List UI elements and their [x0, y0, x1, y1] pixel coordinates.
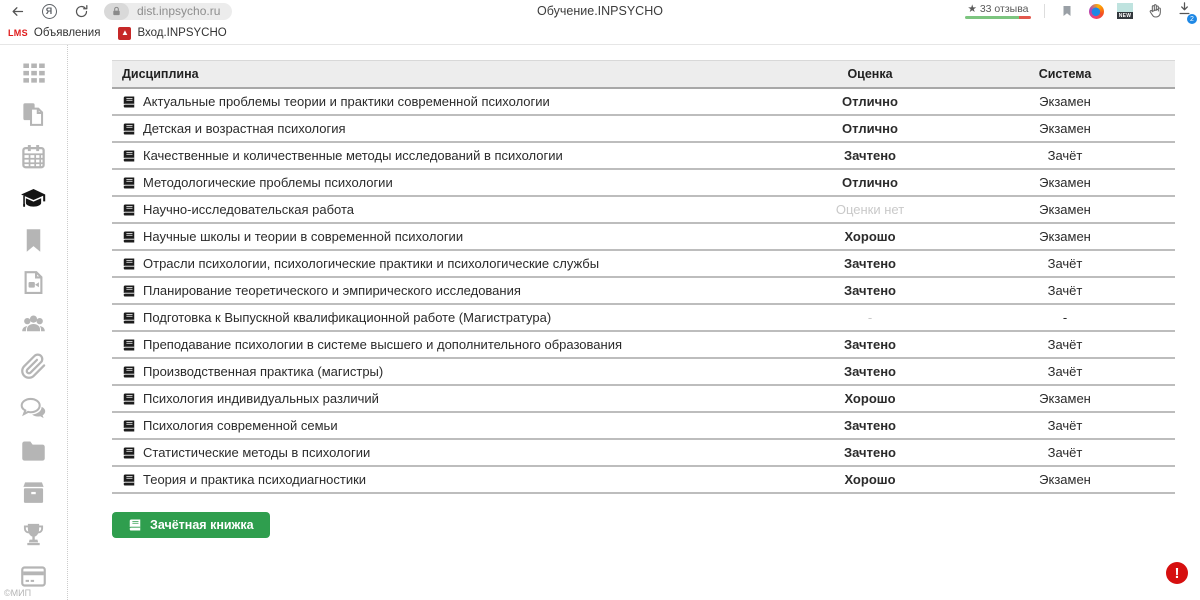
table-row[interactable] — [112, 412, 1175, 439]
sidebar-item-dashboard[interactable] — [17, 58, 51, 86]
course-system: Зачёт — [955, 331, 1175, 358]
course-name: Отрасли психологии, психологические практики и психологические службы — [143, 256, 600, 271]
course-name: Научные школы и теории в современной психологии — [143, 229, 464, 244]
downloads-icon[interactable] — [1177, 1, 1192, 21]
course-name: Планирование теоретического и эмпирического исследования — [143, 283, 521, 298]
main-content — [68, 45, 1200, 600]
sidebar-item-attachments[interactable] — [17, 352, 51, 380]
book-icon — [122, 473, 136, 487]
course-name: Психология современной семьи — [143, 418, 338, 433]
grade-book-button[interactable] — [112, 512, 270, 538]
bookmark-inpsycho-login[interactable] — [118, 27, 226, 40]
bookmark-label: Вход.INPSYCHO — [137, 27, 227, 39]
table-row[interactable] — [112, 385, 1175, 412]
bookmark-flag-icon[interactable] — [1058, 2, 1076, 20]
trophy-icon — [18, 521, 49, 548]
book-icon — [122, 338, 136, 352]
course-grade: Зачтено — [785, 358, 955, 385]
course-system: Зачёт — [955, 439, 1175, 466]
course-system: Экзамен — [955, 88, 1175, 115]
course-name: Методологические проблемы психологии — [143, 175, 393, 190]
extension-new-icon[interactable] — [1117, 3, 1133, 19]
page-title: Обучение.INPSYCHO — [537, 4, 663, 18]
sidebar-item-grades[interactable] — [17, 184, 51, 212]
book-icon — [122, 257, 136, 271]
table-row[interactable] — [112, 250, 1175, 277]
course-grade: Зачтено — [785, 412, 955, 439]
sidebar-item-archive[interactable] — [17, 478, 51, 506]
book-icon — [122, 149, 136, 163]
book-icon — [122, 230, 136, 244]
course-grade: Зачтено — [785, 439, 955, 466]
calendar-icon — [18, 143, 49, 170]
extension-new-label: NEW — [1118, 12, 1132, 19]
table-row[interactable] — [112, 304, 1175, 331]
course-grade: Отлично — [785, 115, 955, 142]
table-row[interactable] — [112, 196, 1175, 223]
course-system: Зачёт — [955, 250, 1175, 277]
inpsycho-logo-icon: ▲ — [118, 27, 131, 40]
yandex-browser-icon[interactable] — [40, 2, 58, 20]
credit-card-icon — [18, 563, 49, 590]
book-icon — [122, 203, 136, 217]
sidebar-item-materials[interactable] — [17, 100, 51, 128]
book-icon — [122, 446, 136, 460]
grade-book-button-label: Зачётная книжка — [150, 518, 254, 532]
sidebar-item-messages[interactable] — [17, 394, 51, 422]
course-grade: Зачтено — [785, 250, 955, 277]
alert-exclamation-icon[interactable]: ! — [1166, 562, 1188, 584]
table-row[interactable] — [112, 169, 1175, 196]
sidebar-item-files[interactable] — [17, 436, 51, 464]
book-icon — [122, 365, 136, 379]
course-grade: Зачтено — [785, 142, 955, 169]
book-icon — [122, 122, 136, 136]
course-name: Научно-исследовательская работа — [143, 202, 355, 217]
refresh-icon[interactable] — [72, 2, 90, 20]
course-grade: Хорошо — [785, 385, 955, 412]
column-header-discipline: Дисциплина — [112, 61, 785, 89]
course-name: Теория и практика психодиагностики — [143, 472, 367, 487]
extension-new-art — [1117, 3, 1133, 12]
table-row[interactable] — [112, 88, 1175, 115]
course-grade: Зачтено — [785, 277, 955, 304]
video-file-icon — [18, 269, 49, 296]
table-row[interactable] — [112, 439, 1175, 466]
table-row[interactable] — [112, 466, 1175, 493]
course-name: Психология индивидуальных различий — [143, 391, 379, 406]
course-system: Экзамен — [955, 196, 1175, 223]
course-system: Зачёт — [955, 142, 1175, 169]
course-name: Подготовка к Выпускной квалификационной работе (Магистратура) — [143, 310, 552, 325]
table-row[interactable] — [112, 223, 1175, 250]
course-grade: Хорошо — [785, 223, 955, 250]
sidebar-item-schedule[interactable] — [17, 142, 51, 170]
course-system: Зачёт — [955, 277, 1175, 304]
sidebar — [0, 45, 68, 600]
address-bar[interactable] — [104, 3, 232, 20]
sidebar-item-bookmarks[interactable] — [17, 226, 51, 254]
course-name: Статистические методы в психологии — [143, 445, 371, 460]
grid-icon — [18, 59, 49, 86]
book-icon — [128, 518, 142, 532]
site-reviews-widget[interactable] — [965, 3, 1031, 19]
course-system: Зачёт — [955, 412, 1175, 439]
course-grade: Оценки нет — [785, 196, 955, 223]
users-icon — [18, 311, 49, 338]
column-header-grade: Оценка — [785, 61, 955, 89]
table-row[interactable] — [112, 358, 1175, 385]
course-grade: Хорошо — [785, 466, 955, 493]
course-grade: - — [785, 304, 955, 331]
url-text: dist.inpsycho.ru — [137, 4, 221, 18]
course-table-body — [112, 88, 1175, 493]
hand-cursor-icon[interactable] — [1146, 2, 1164, 20]
archive-box-icon — [18, 479, 49, 506]
sidebar-item-payments[interactable] — [17, 562, 51, 590]
grades-table — [112, 60, 1175, 494]
book-icon — [122, 311, 136, 325]
lock-icon[interactable] — [104, 3, 129, 20]
course-name: Детская и возрастная психология — [143, 121, 346, 136]
bookmark-label: Объявления — [33, 27, 101, 39]
bookmark-icon — [18, 227, 49, 254]
course-system: Экзамен — [955, 385, 1175, 412]
browser-toolbar — [0, 0, 1200, 22]
lms-logo-icon: LMS — [8, 28, 28, 38]
course-grade: Отлично — [785, 169, 955, 196]
course-name: Преподавание психологии в системе высшего и дополнительного образования — [143, 337, 622, 352]
sidebar-item-achievements[interactable] — [17, 520, 51, 548]
course-system: Экзамен — [955, 115, 1175, 142]
book-icon — [122, 392, 136, 406]
bookmarks-bar — [0, 22, 1200, 45]
course-name: Актуальные проблемы теории и практики современной психологии — [143, 94, 550, 109]
course-system: - — [955, 304, 1175, 331]
table-row[interactable] — [112, 331, 1175, 358]
course-system: Экзамен — [955, 466, 1175, 493]
extension-color-circle-icon[interactable] — [1089, 4, 1104, 19]
chat-icon — [18, 395, 49, 422]
table-header-row — [112, 61, 1175, 89]
course-grade: Зачтено — [785, 331, 955, 358]
course-name: Производственная практика (магистры) — [143, 364, 384, 379]
sidebar-item-video-lectures[interactable] — [17, 268, 51, 296]
graduation-cap-icon — [18, 185, 49, 212]
book-icon — [122, 176, 136, 190]
course-system: Экзамен — [955, 223, 1175, 250]
bookmark-announcements[interactable] — [8, 27, 100, 39]
documents-icon — [18, 101, 49, 128]
course-system: Экзамен — [955, 169, 1175, 196]
reviews-label: ★ 33 отзыва — [967, 3, 1029, 15]
divider — [1044, 4, 1045, 18]
book-icon — [122, 95, 136, 109]
sidebar-item-groups[interactable] — [17, 310, 51, 338]
table-row[interactable] — [112, 142, 1175, 169]
table-row[interactable] — [112, 277, 1175, 304]
column-header-system: Система — [955, 61, 1175, 89]
table-row[interactable] — [112, 115, 1175, 142]
back-icon[interactable] — [8, 2, 26, 20]
course-system: Зачёт — [955, 358, 1175, 385]
downloads-count-badge: 2 — [1187, 14, 1197, 24]
course-grade: Отлично — [785, 88, 955, 115]
sidebar-footer-copyright: ©МИП — [4, 588, 32, 598]
reviews-rating-bar — [965, 16, 1031, 19]
course-name: Качественные и количественные методы исследований в психологии — [143, 148, 563, 163]
folder-icon — [18, 437, 49, 464]
paperclip-icon — [18, 353, 49, 380]
book-icon — [122, 419, 136, 433]
book-icon — [122, 284, 136, 298]
yandex-glyph: Я — [42, 4, 57, 19]
